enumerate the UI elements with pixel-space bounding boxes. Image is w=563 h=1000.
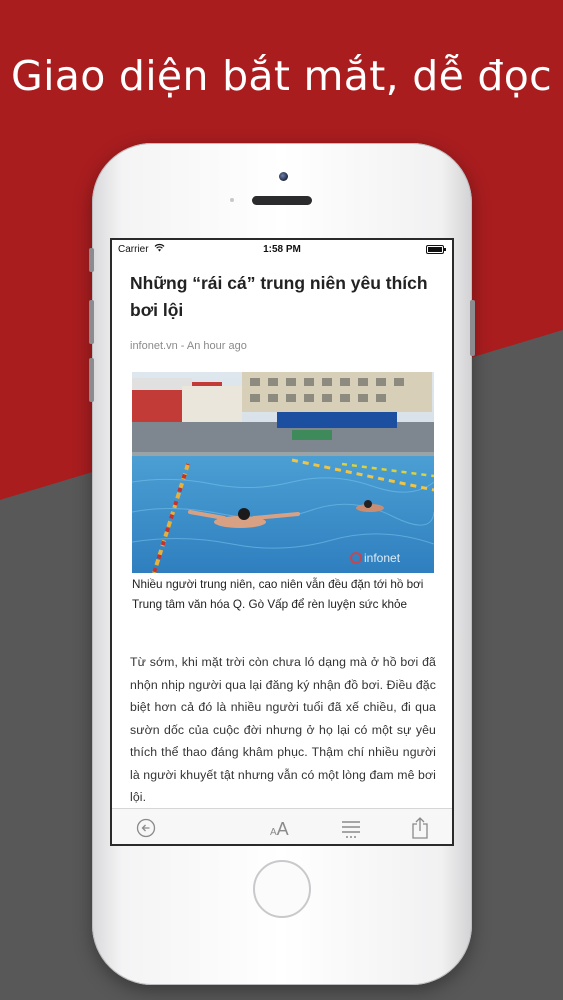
font-size-large-glyph: A [276, 819, 289, 839]
earpiece-speaker [252, 196, 312, 205]
mute-switch [89, 248, 94, 272]
article-title: Những “rái cá” trung niên yêu thích bơi lội [130, 273, 428, 320]
meta-separator: - [177, 340, 187, 352]
phone-screen [110, 238, 454, 846]
proximity-sensor [230, 198, 234, 202]
share-icon[interactable] [410, 816, 430, 845]
font-size-small-glyph: A [270, 827, 277, 838]
article-body: Từ sớm, khi mặt trời còn chưa ló dạng mà ở hồ bơi đã nhộn nhịp người qua lại đăng ký nhận đồ bơi. Điều đặc biệt hơn cả đó là nhiều người tuổi đã xế chiều, đi qua sườn dốc của cuộc đời nhưng ở họ lại có một sự yêu thích thể thao đáng khâm phục. Thậm chí nhiều người là người khuyết tật nhưng vẫn có một lòng đam mê bơi lội. [130, 655, 436, 804]
photo-watermark: infonet [364, 551, 401, 565]
volume-up-button [89, 300, 94, 344]
article-source[interactable]: infonet.vn [130, 340, 178, 352]
photo-caption: Nhiều người trung niên, cao niên vẫn đều đặn tới hồ bơi Trung tâm văn hóa Q. Gò Vấp để rèn luyện sức khỏe [132, 578, 424, 611]
font-size-icon[interactable] [270, 819, 289, 840]
volume-down-button [89, 358, 94, 402]
list-icon[interactable] [340, 818, 362, 845]
carrier-label: Carrier [118, 244, 149, 255]
home-button[interactable] [253, 860, 311, 918]
swimming-pool-photo [132, 372, 434, 573]
power-button [470, 300, 475, 356]
clock: 1:58 PM [263, 244, 301, 255]
article-photo[interactable] [132, 372, 434, 573]
article-meta [130, 340, 247, 352]
front-camera [279, 172, 288, 181]
article-age: An hour ago [186, 340, 247, 352]
bottom-toolbar [112, 808, 452, 846]
promo-headline: Giao diện bắt mắt, dễ đọc [11, 52, 552, 100]
status-bar [112, 240, 452, 258]
battery-icon [426, 245, 444, 254]
back-circle-icon[interactable] [136, 818, 156, 843]
